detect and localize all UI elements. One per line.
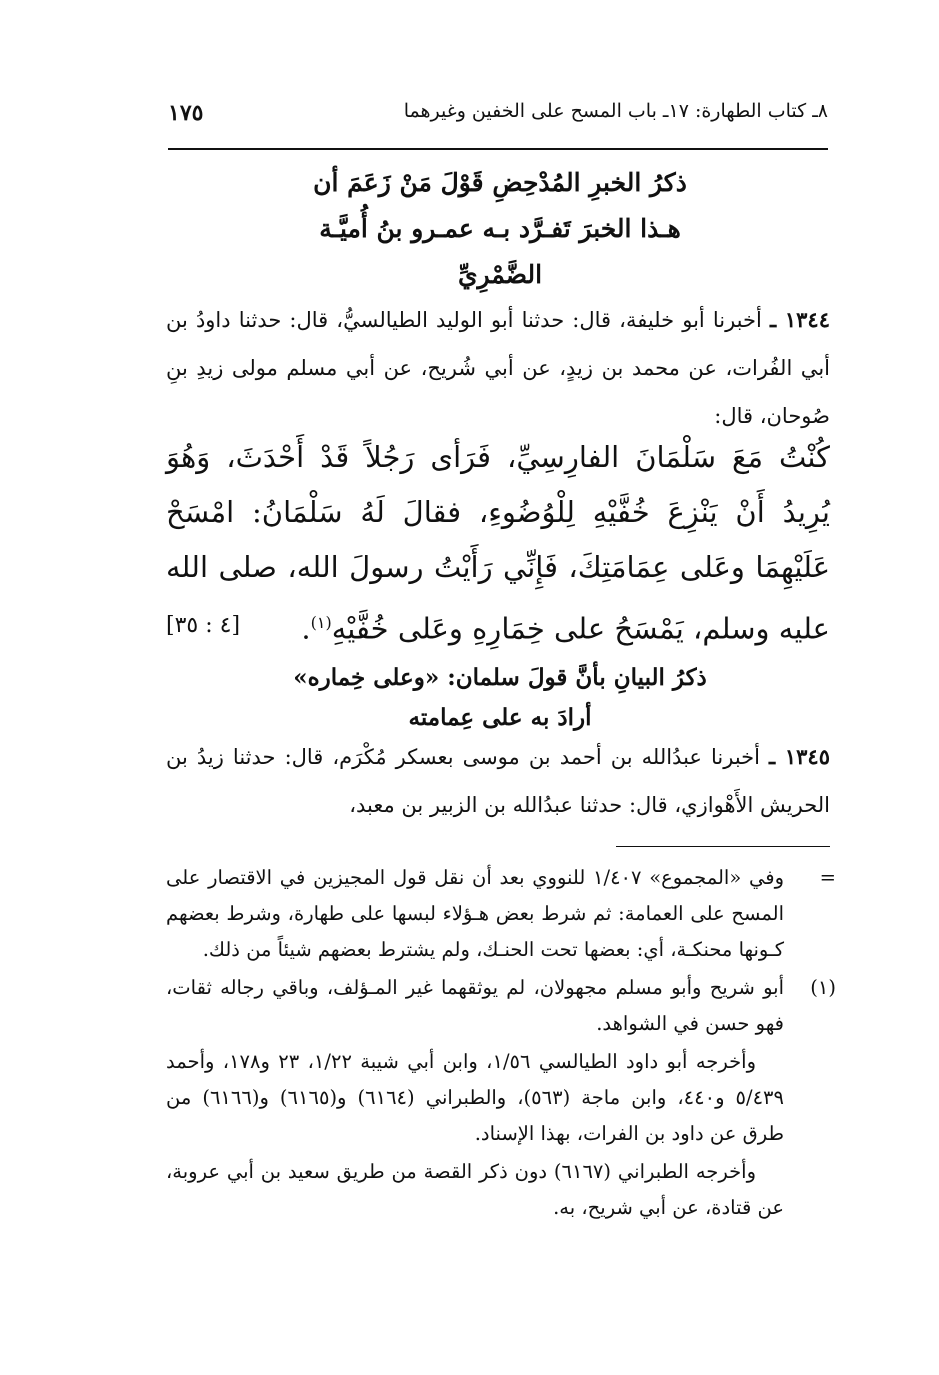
footnote-text: وأخرجه أبو داود الطيالسي ١/٥٦، وابن أبي شيبة ١/٢٢، ٢٣ و١٧٨، وأحمد ٥/٤٣٩ و٤٤٠، وابن ماجة (٥٦٣)، والطبراني (٦١٦٤) و(٦١٦٥) و(٦١٦٦) من طرق عن داود بن الفرات، بهذا الإسناد.	[166, 1050, 784, 1145]
hadith-reference: [٤ : ٣٥]	[166, 612, 241, 638]
heading-line: الضَّمْرِيِّ	[457, 260, 543, 289]
header-divider	[168, 148, 828, 150]
hadith-1344-isnad	[166, 296, 830, 440]
page-number: ١٧٥	[168, 100, 204, 126]
isnad-text: أخبرنا أبو خليفة، قال: حدثنا أبو الوليد الطيالسيُّ، قال: حدثنا داودُ بن أبي الفُرات، عن محمد بن زيدٍ، عن أبي شُريح، عن أبي مسلم مولى زيدِ بنِ صُوحان، قال:	[166, 308, 830, 428]
footnote-1-paragraph	[166, 1154, 836, 1226]
heading-line: ذكرُ البيانِ بأنَّ قولَ سلمان: «وعلى خِماره»	[293, 664, 707, 691]
running-header	[168, 100, 828, 136]
footnote-text: وفي «المجموع» ١/٤٠٧ للنووي بعد أن نقل قول المجيزين في الاقتصار على المسح على العمامة: ثم شرط بعض هـؤلاء لبسها على طهارة، وشرط بعضهم كـونها محنكـة، أي: بعضها تحت الحنـك، ولم يشترط بعضهم شيئاً من ذلك.	[166, 866, 784, 961]
footnote-text: أبو شريح وأبو مسلم مجهولان، لم يوثقهما غير المـؤلف، وباقي رجاله ثقات، فهو حسن في الشواهد.	[166, 976, 784, 1035]
heading-line: أرادَ به على عِمامته	[408, 704, 592, 731]
hadith-1345	[166, 733, 830, 829]
continuation-marker: =	[819, 866, 836, 889]
chapter-title: ٨ـ كتاب الطهارة: ١٧ـ باب المسح على الخفين وغيرهما	[403, 100, 828, 122]
heading-line: هـذا الخبرَ تَفـرَّد بـه عمـرو بنُ أُميَّـة	[319, 214, 681, 243]
hadith-text: أخبرنا عبدُالله بن أحمد بن موسى بعسكر مُكْرَم، قال: حدثنا زيدُ بن الحريش الأَهْوازي، قال: حدثنا عبدُالله بن الزبير بن معبد،	[166, 745, 830, 817]
section-heading-1	[200, 160, 800, 298]
footnote-divider	[616, 846, 830, 847]
matn-text: كُنْتُ مَعَ سَلْمَانَ الفارِسِيِّ، فَرَأى رَجُلاً قَدْ أَحْدَثَ، وَهُوَ يُرِيدُ أَنْ يَنْزِعَ خُفَّيْهِ لِلْوُضُوءِ، فقالَ لَهُ سَلْمَانُ: امْسَحْ عَلَيْهِمَا وعَلى عِمَامَتِكَ، فَإِنِّي رَأَيْتُ رسولَ الله، صلى الله عليه وسلم، يَمْسَحُ على خِمَارِهِ وعَلى خُفَّيْهِ	[166, 440, 830, 646]
footnotes	[166, 860, 836, 1228]
heading-line: ذكرُ الخبرِ المُدْحِضِ قَوْلَ مَنْ زَعَمَ أن	[313, 168, 687, 197]
hadith-number: ١٣٤٤ ـ	[769, 307, 830, 332]
footnote-text: وأخرجه الطبراني (٦١٦٧) دون ذكر القصة من طريق سعيد بن أبي عروبة، عن قتادة، عن أبي شريح، به.	[166, 1160, 784, 1219]
section-heading-2	[200, 658, 800, 738]
footnote-number: (١)	[810, 976, 836, 999]
hadith-number: ١٣٤٥ ـ	[769, 744, 830, 769]
footnote-1	[166, 970, 836, 1042]
footnote-1-paragraph	[166, 1044, 836, 1152]
footnote-continuation	[166, 860, 836, 968]
hadith-1344-matn: كُنْتُ مَعَ سَلْمَانَ الفارِسِيِّ، فَرَأى رَجُلاً قَدْ أَحْدَثَ، وَهُوَ يُرِيدُ أَنْ يَنْزِعَ خُفَّيْهِ لِلْوُضُوءِ، فقالَ لَهُ سَلْمَانُ: امْسَحْ عَلَيْهِمَا وعَلى عِمَامَتِكَ، فَإِنِّي رَأَيْتُ رسولَ الله، صلى الله عليه وسلم، يَمْسَحُ على خِمَارِهِ وعَلى خُفَّيْهِ$^{(١)}$. [٤ : ٣٥]	[166, 430, 830, 657]
footnote-marker: (١)	[310, 613, 332, 632]
